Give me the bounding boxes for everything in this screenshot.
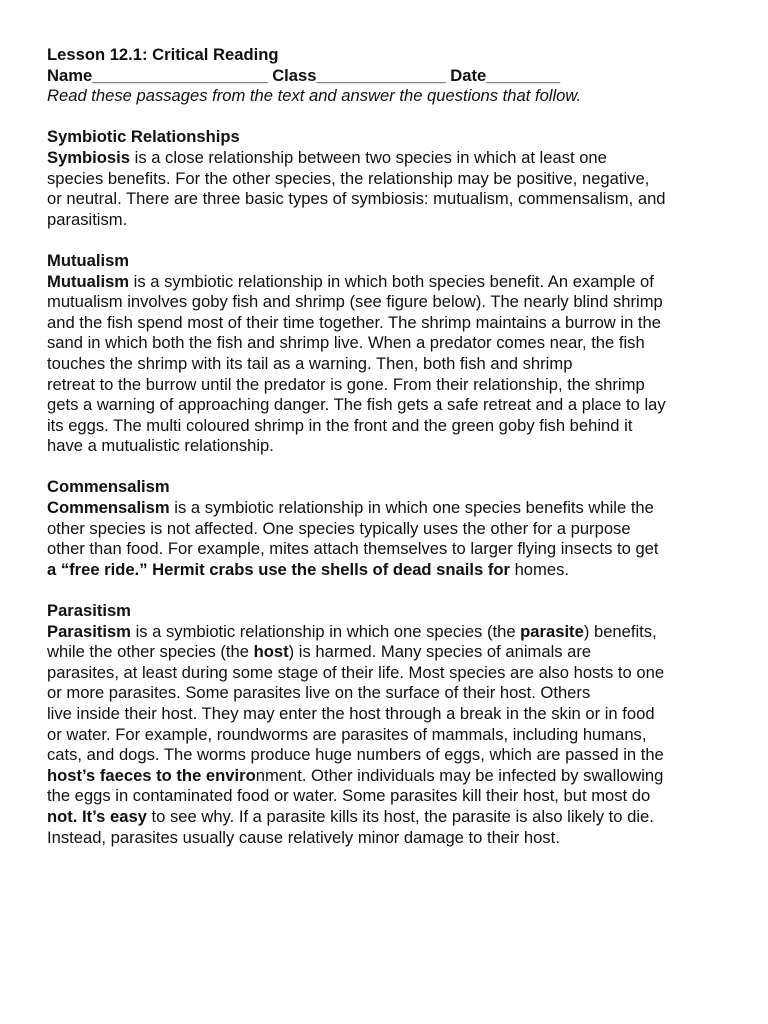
paragraph-line <box>47 642 737 663</box>
section-mutualism <box>47 251 737 457</box>
paragraph-line: or more parasites. Some parasites live on the surface of their host. Others <box>47 683 591 703</box>
section-heading: Mutualism <box>47 250 130 270</box>
key-term: Parasitism <box>47 621 131 641</box>
paragraph-line <box>47 807 737 828</box>
paragraph-line: parasites, at least during some stage of their life. Most species are also hosts to one <box>47 662 665 682</box>
section-heading: Commensalism <box>47 477 170 497</box>
paragraph-line: retreat to the burrow until the predator is gone. From their relationship, the shrimp <box>47 374 645 394</box>
spacer <box>47 457 737 478</box>
paragraph-line: mutualism involves goby fish and shrimp (see figure below). The nearly blind shrimp <box>47 292 663 312</box>
line-text: while the other species (the <box>47 642 254 662</box>
section-parasitism <box>47 601 737 848</box>
paragraph-line: the eggs in contaminated food or water. Some parasites kill their host, but most do <box>47 786 651 806</box>
bold-phrase: a “free ride.” Hermit crabs use the shells of dead snails for <box>47 559 510 579</box>
class-blank: ______________ <box>316 65 446 85</box>
key-term: Commensalism <box>47 498 170 518</box>
paragraph-line: live inside their host. They may enter the host through a break in the skin or in food <box>47 704 655 723</box>
paragraph-line: or neutral. There are three basic types of symbiosis: mutualism, commensalism, and <box>47 189 666 209</box>
paragraph-line: other than food. For example, mites attach themselves to larger flying insects to get <box>47 539 659 559</box>
line-text: to see why. If a parasite kills its host, the parasite is also likely to die. <box>146 806 654 826</box>
paragraph-line: have a mutualistic relationship. <box>47 436 274 456</box>
paragraph-line <box>47 498 737 519</box>
line-text: is a close relationship between two species in which at least one <box>130 147 607 167</box>
name-blank: ___________________ <box>92 65 268 85</box>
paragraph-line <box>47 766 737 787</box>
paragraph-line: parasitism. <box>47 209 128 229</box>
paragraph-line: other species is not affected. One species typically uses the other for a purpose <box>47 518 631 538</box>
paragraph-line: gets a warning of approaching danger. The fish gets a safe retreat and a place to lay <box>47 395 666 415</box>
paragraph-line: Instead, parasites usually cause relatively minor damage to their host. <box>47 827 560 847</box>
spacer <box>47 107 737 128</box>
class-label: Class <box>272 65 317 85</box>
line-text: is a symbiotic relationship in which one species (the <box>130 621 521 641</box>
name-class-date-line <box>47 66 737 87</box>
key-term: Mutualism <box>47 271 130 291</box>
paragraph-line: its eggs. The multi coloured shrimp in the front and the green goby fish behind it <box>47 415 633 435</box>
key-term: Symbiosis <box>47 147 131 167</box>
instructions: Read these passages from the text and answer the questions that follow. <box>47 86 582 106</box>
lesson-title: Lesson 12.1: Critical Reading <box>47 45 279 64</box>
paragraph-line: or water. For example, roundworms are parasites of mammals, including humans, <box>47 724 647 744</box>
name-label: Name <box>47 65 93 85</box>
line-text: ) is harmed. Many species of animals are <box>288 642 592 662</box>
date-label: Date <box>450 65 487 85</box>
line-text: homes. <box>509 559 569 579</box>
worksheet-page <box>47 45 737 848</box>
section-heading: Parasitism <box>47 601 131 621</box>
line-text: ) benefits, <box>583 621 657 641</box>
paragraph-line: cats, and dogs. The worms produce huge numbers of eggs, which are passed in the <box>47 745 664 765</box>
paragraph-line <box>47 148 737 169</box>
spacer <box>47 230 737 251</box>
section-commensalism <box>47 477 737 580</box>
line-text: is a symbiotic relationship in which one species benefits while the <box>169 498 654 518</box>
spacer <box>47 580 737 601</box>
section-heading: Symbiotic Relationships <box>47 127 240 147</box>
line-text: nment. Other individuals may be infected by swallowing <box>255 765 664 785</box>
key-term-parasite: parasite <box>520 621 584 641</box>
paragraph-line: species benefits. For the other species, the relationship may be positive, negative, <box>47 168 650 188</box>
paragraph-line: sand in which both the fish and shrimp live. When a predator comes near, the fish <box>47 333 645 353</box>
paragraph-line <box>47 272 737 293</box>
paragraph-line: and the fish spend most of their time together. The shrimp maintains a burrow in the <box>47 312 661 332</box>
bold-phrase: not. It’s easy <box>47 806 147 826</box>
key-term-host: host <box>253 642 289 662</box>
line-text: is a symbiotic relationship in which both species benefit. An example of <box>129 271 654 291</box>
paragraph-line: touches the shrimp with its tail as a warning. Then, both fish and shrimp <box>47 353 573 373</box>
bold-phrase: host’s faeces to the enviro <box>47 765 256 785</box>
date-blank: ________ <box>486 65 561 85</box>
paragraph-line <box>47 622 737 643</box>
worksheet-header <box>47 45 737 107</box>
section-symbiotic <box>47 127 737 230</box>
paragraph-line <box>47 560 737 581</box>
